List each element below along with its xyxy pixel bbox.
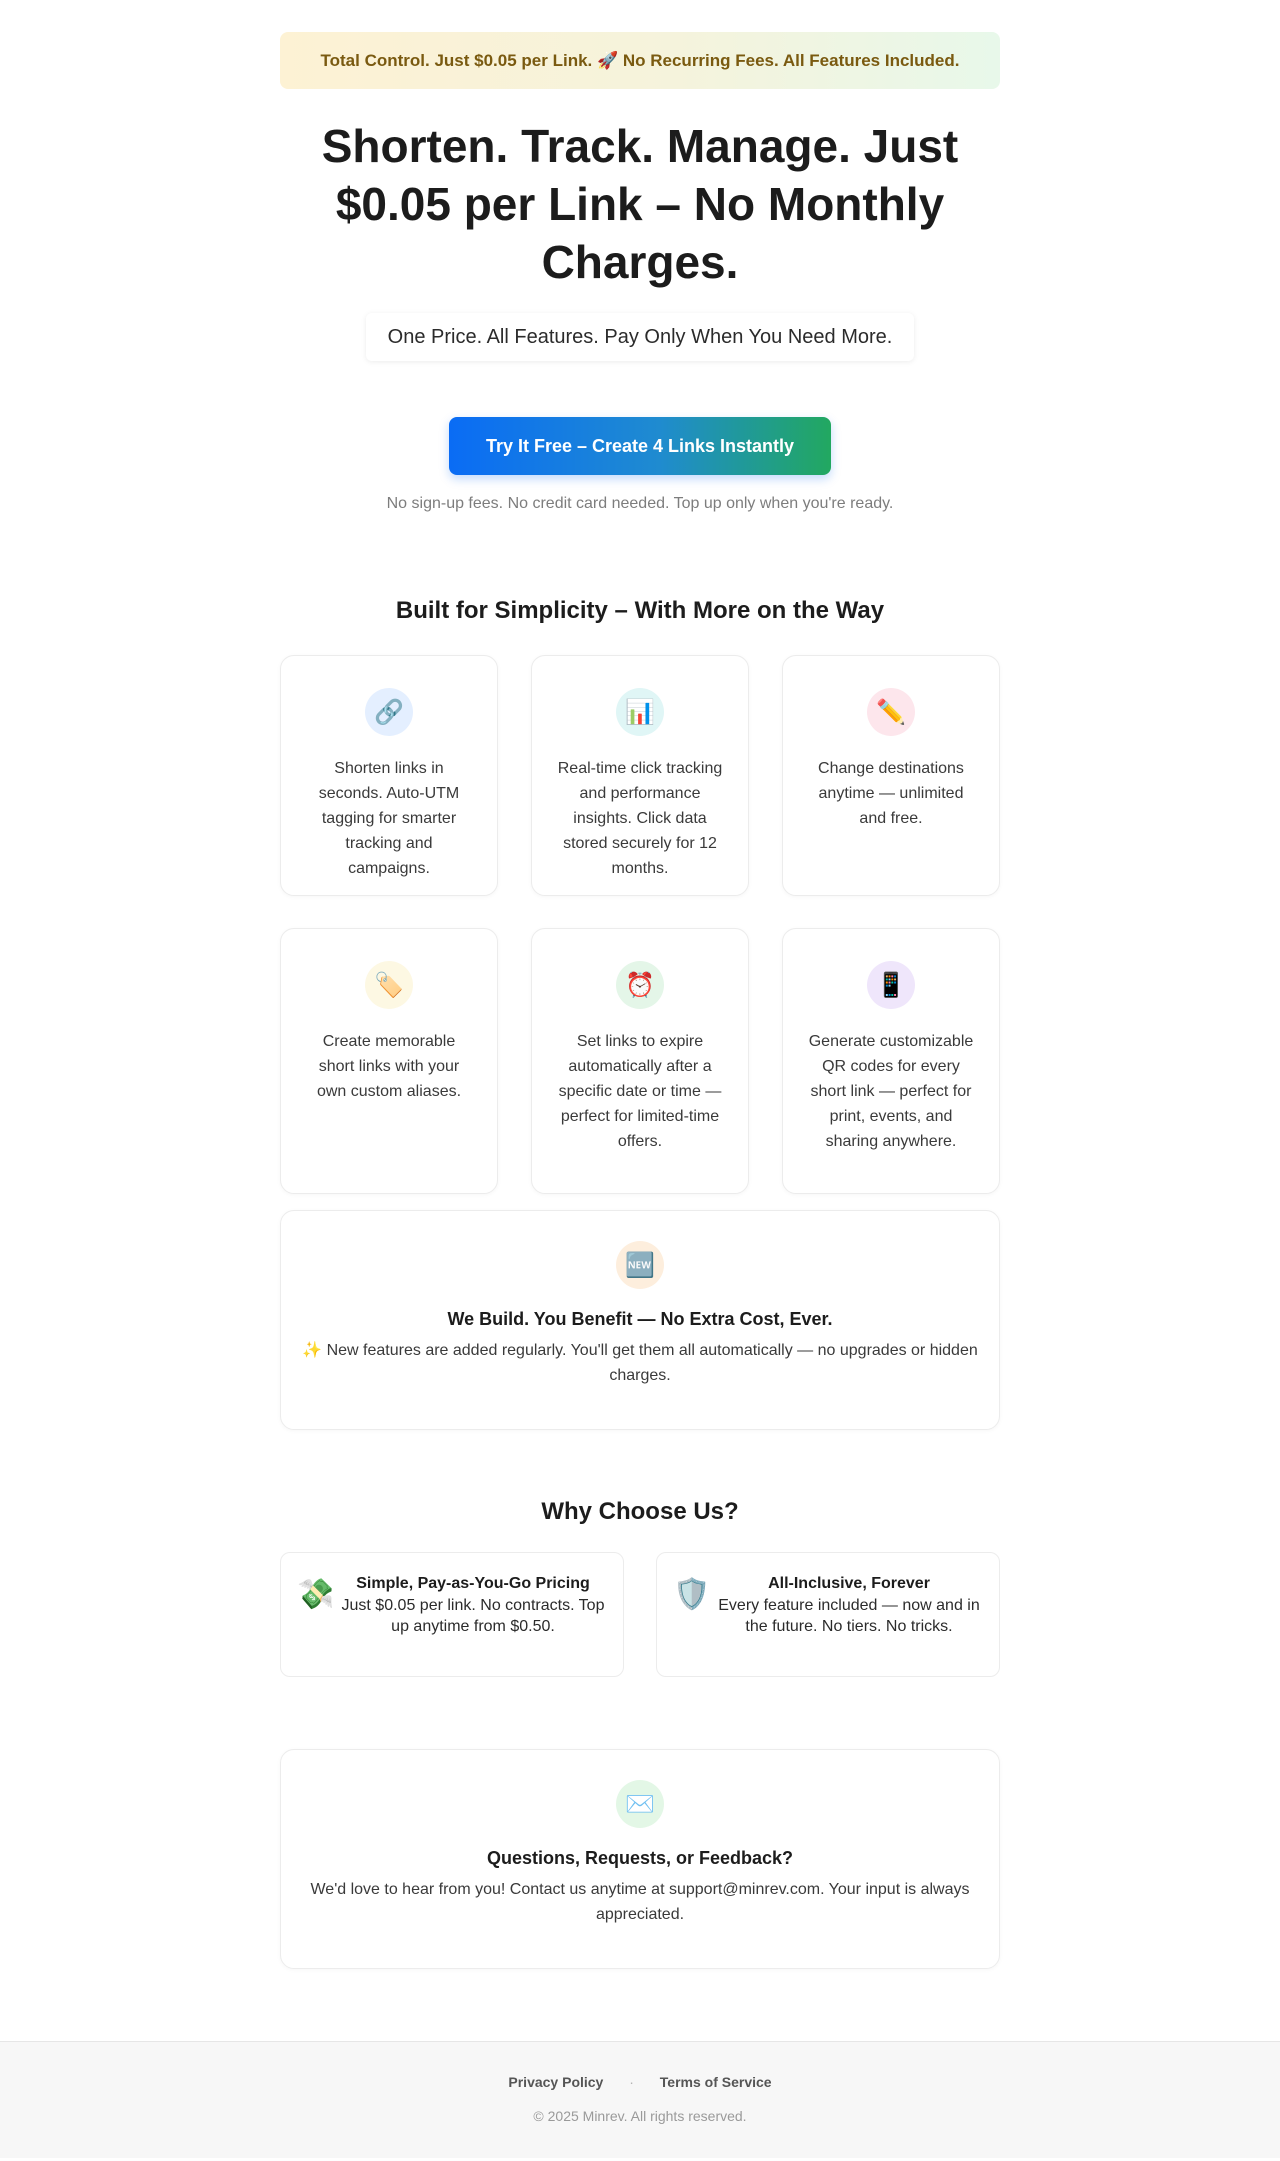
alarm-clock-icon xyxy=(616,961,664,1009)
page-container xyxy=(280,32,1000,1969)
why-card-text: Just $0.05 per link. No contracts. Top up anytime from $0.50. xyxy=(341,1597,605,1635)
envelope-icon xyxy=(616,1780,664,1828)
new-badge-icon-glyph: 🆕 xyxy=(625,1251,655,1279)
try-free-button[interactable]: Try It Free – Create 4 Links Instantly xyxy=(449,417,831,475)
why-card-text: Every feature included — now and in the future. No tiers. No tricks. xyxy=(718,1597,980,1635)
new-features-text: ✨ New features are added regularly. You'll get them all automatically — no upgrades or hidden charges. xyxy=(302,1342,978,1384)
why-card-inclusive xyxy=(656,1552,1000,1677)
link-icon-glyph: 🔗 xyxy=(374,698,404,726)
contact-card xyxy=(280,1749,1000,1969)
link-icon xyxy=(365,688,413,736)
why-card-body xyxy=(717,1573,981,1637)
new-features-title: We Build. You Benefit — No Extra Cost, Ever. xyxy=(447,1309,833,1329)
why-card-heading: All-Inclusive, Forever xyxy=(768,1575,930,1592)
tag-icon xyxy=(365,961,413,1009)
contact-text: We'd love to hear from you! Contact us anytime at support@minrev.com. Your input is always appreciated. xyxy=(310,1881,970,1923)
bar-chart-icon xyxy=(616,688,664,736)
tag-icon-glyph: 🏷️ xyxy=(374,971,404,999)
privacy-policy-link[interactable]: Privacy Policy xyxy=(508,2074,604,2090)
footer xyxy=(0,2041,1280,2158)
bar-chart-icon-glyph: 📊 xyxy=(625,698,655,726)
terms-of-service-link[interactable]: Terms of Service xyxy=(659,2074,772,2090)
why-card-pricing xyxy=(280,1552,624,1677)
shield-icon xyxy=(673,1577,717,1612)
footer-links xyxy=(0,2074,1280,2090)
cta-note: No sign-up fees. No credit card needed. Top up only when you're ready. xyxy=(386,495,894,512)
copyright: © 2025 Minrev. All rights reserved. xyxy=(533,2108,747,2124)
alarm-clock-icon-glyph: ⏰ xyxy=(625,971,655,999)
feature-card-text: Set links to expire automatically after a specific date or time — perfect for limited-time offers. xyxy=(558,1033,722,1150)
feature-card-text: Real-time click tracking and performance insights. Click data stored securely for 12 months. xyxy=(557,760,723,877)
why-grid xyxy=(280,1552,1000,1677)
feature-card-shorten xyxy=(280,655,498,896)
feature-card-tracking xyxy=(531,655,749,896)
footer-separator: · xyxy=(629,2074,634,2090)
new-badge-icon xyxy=(616,1241,664,1289)
money-with-wings-icon xyxy=(297,1577,341,1612)
feature-card-qr xyxy=(782,928,1000,1194)
feature-card-text: Generate customizable QR codes for every short link — perfect for print, events, and sharing anywhere. xyxy=(808,1033,974,1150)
new-features-card xyxy=(280,1210,1000,1430)
mobile-phone-icon-glyph: 📱 xyxy=(876,971,906,999)
shield-icon-glyph: 🛡️ xyxy=(673,1577,711,1612)
features-section-title: Built for Simplicity – With More on the Way xyxy=(395,597,885,624)
why-section-title: Why Choose Us? xyxy=(541,1498,739,1525)
hero-subtitle-text: One Price. All Features. Pay Only When You Need More. xyxy=(387,325,893,348)
why-card-body xyxy=(341,1573,605,1637)
envelope-icon-glyph: ✉️ xyxy=(625,1790,655,1818)
promo-banner-text: Total Control. Just $0.05 per Link. 🚀 No Recurring Fees. All Features Included. xyxy=(320,50,960,70)
money-with-wings-icon-glyph: 💸 xyxy=(297,1577,335,1612)
why-card-heading: Simple, Pay-as-You-Go Pricing xyxy=(356,1575,590,1592)
features-grid xyxy=(280,655,1000,1194)
feature-card-text: Change destinations anytime — unlimited and free. xyxy=(818,760,964,827)
cta-container xyxy=(280,417,1000,475)
pencil-icon xyxy=(867,688,915,736)
promo-banner xyxy=(280,32,1000,89)
feature-card-text: Shorten links in seconds. Auto-UTM tagging for smarter tracking and campaigns. xyxy=(318,760,460,877)
feature-card-text: Create memorable short links with your own custom aliases. xyxy=(316,1033,462,1100)
hero-subtitle xyxy=(366,313,914,361)
contact-title: Questions, Requests, or Feedback? xyxy=(486,1848,794,1868)
feature-card-alias xyxy=(280,928,498,1194)
feature-card-edit xyxy=(782,655,1000,896)
mobile-phone-icon xyxy=(867,961,915,1009)
feature-card-expire xyxy=(531,928,749,1194)
pencil-icon-glyph: ✏️ xyxy=(876,698,906,726)
hero-title: Shorten. Track. Manage. Just $0.05 per Link – No Monthly Charges. xyxy=(321,120,959,288)
